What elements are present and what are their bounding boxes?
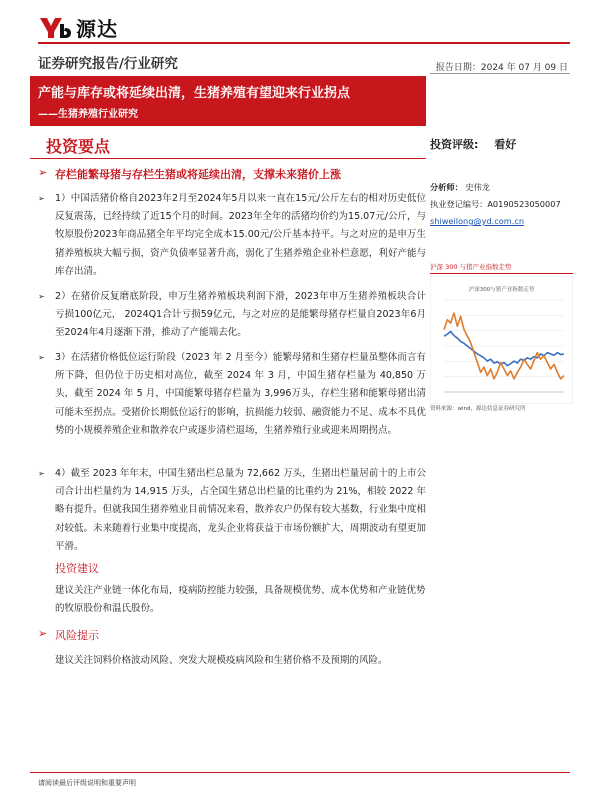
advice-heading: 投资建议 — [55, 562, 99, 575]
advice-text: 建议关注产业链一体化布局，疫病防控能力较强，具备规模优势、成本优势和产业链优势的牧原股份和温氏股份。 — [55, 585, 426, 615]
paragraph-text: 2）在猪价反复磨底阶段，申万生猪养殖板块利润下滑，2023年申万生猪养殖板块合计亏损100亿元， 2024Q1合计亏损59亿元，与之对应的是能繁母猪存栏量自2023年6月至2024年4月逐渐下滑，推动了产能端去化。 — [55, 291, 426, 339]
arrow-bullet-icon: ➢ — [38, 194, 45, 203]
arrow-bullet-icon: ➢ — [38, 166, 48, 179]
analyst-email-link[interactable]: shiweilong@yd.com.cn — [430, 216, 525, 226]
risk-heading: 风险提示 — [55, 629, 99, 642]
risk-text: 建议关注饲料价格波动风险、突发大规模疫病风险和生猪价格不及预期的风险。 — [55, 655, 388, 666]
cert-label: 执业登记编号： — [430, 199, 488, 209]
paragraph-text: 1）中国活猪价格自2023年2月至2024年5月以来一直在15元/公斤左右的相对历史低位反复震荡，已经持续了近15个月的时间。2023年全年的活猪均价约为15.07元/公斤，与牧原股份2023年商品猪全年平均完全成本15.00元/公斤基本持平。与之对应的是申万生猪养殖板块大幅亏损，资产负债率显著升高，弱化了生猪养殖企业补栏意愿，利好产能与库存出清。 — [55, 193, 426, 277]
arrow-bullet-icon: ➢ — [38, 627, 48, 640]
rating-value: 看好 — [494, 138, 517, 151]
report-date: 报告日期：2024 年 07 月 09 日 — [435, 63, 568, 73]
chart-source: 资料来源：wind，源达信息证券研究所 — [430, 406, 526, 412]
chart-title: 沪深 300 与猪产业指数走势 — [430, 262, 573, 274]
section-title: 投资要点 — [46, 137, 111, 156]
investment-rating — [430, 136, 516, 152]
chart-inner-title: 沪深300与猪产业指数走势 — [468, 287, 535, 293]
headline-text: 存栏能繁母猪与存栏生猪或将延续出清，支撑未来猪价上涨 — [55, 168, 341, 181]
section-rule — [30, 158, 426, 159]
paragraph-2 — [38, 288, 426, 343]
index-trend-chart — [430, 262, 573, 412]
report-category: 证券研究报告/行业研究 — [38, 56, 178, 72]
title-band — [30, 76, 426, 126]
arrow-bullet-icon: ➢ — [38, 353, 45, 362]
key-headline — [38, 166, 426, 182]
chart-plot — [430, 276, 573, 404]
paragraph-1 — [38, 190, 426, 281]
analyst-name: 史伟龙 — [465, 182, 490, 192]
risk-heading-row — [38, 627, 99, 643]
cert-line — [430, 199, 561, 210]
footer-disclaimer[interactable]: 请阅读最后评级说明和重要声明 — [38, 779, 136, 787]
cert-number: A0190523050007 — [487, 199, 561, 209]
arrow-bullet-icon: ➢ — [38, 292, 45, 301]
paragraph-text: 4）截至 2023 年年末，中国生猪出栏总量为 72,662 万头，生猪出栏量居前十的上市公司合计出栏量约为 14,915 万头，占全国生猪总出栏量的比重约为 21%，相较 2022 年略有提升。但就我国生猪养殖业目前情况来看，散养农户仍保有较大基数，行业集中度相对较低。未来随着行业集中度提高，龙头企业将获益于市场份额扩大，周期波动有望更加平滑。 — [55, 468, 426, 552]
paragraph-3 — [38, 349, 426, 440]
report-subtitle: ——生猪养殖行业研究 — [38, 109, 138, 120]
email-line — [430, 216, 524, 226]
footer-rule — [30, 772, 570, 773]
brand-name: 源达 — [76, 16, 118, 41]
arrow-bullet-icon: ➢ — [38, 469, 45, 478]
date-rule — [430, 73, 570, 74]
analyst-line — [430, 182, 490, 193]
paragraph-4 — [38, 465, 426, 556]
report-title: 产能与库存或将延续出清，生猪养殖有望迎来行业拐点 — [38, 86, 351, 101]
yd-logo-icon — [38, 14, 72, 40]
analyst-label: 分析师： — [430, 182, 463, 192]
paragraph-text: 3）在活猪价格低位运行阶段（2023 年 2 月至今）能繁母猪和生猪存栏量虽整体而言有所下降，但仍位于历史相对高位，截至 2024 年 3 月，中国生猪存栏量为 40,850 万头，截至 2024 年 5 月，中国能繁母猪存栏量为 3,996万头，存栏生猪和能繁母猪出清可能未至拐点。受猪价长期低位运行的影响，抗损能力较弱、融资能力不足、成本不具优势的小规模养殖企业和散养农户或逐步清栏退场，生猪养殖行业或迎来周期拐点。 — [55, 352, 426, 436]
brand-logo — [38, 14, 118, 40]
rating-label: 投资评级: — [430, 138, 479, 151]
header-rule — [38, 42, 570, 44]
